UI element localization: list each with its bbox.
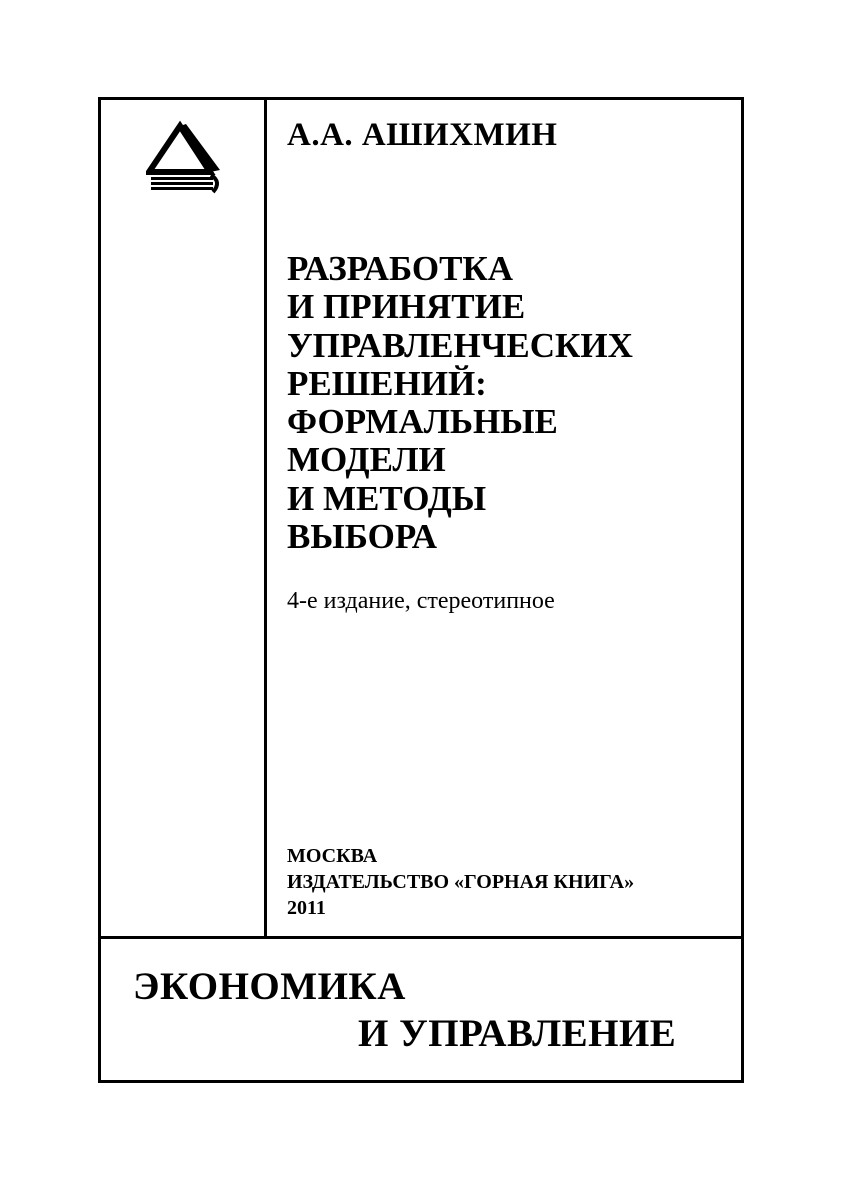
publisher-logo-icon [146,120,226,196]
edition-note: 4-е издание, стереотипное [287,588,555,614]
series-title-line-2: И УПРАВЛЕНИЕ [358,1012,677,1055]
imprint [287,843,634,921]
title-line: ФОРМАЛЬНЫЕ [287,402,558,442]
series-title-line-1: ЭКОНОМИКА [133,965,406,1008]
title-line: ВЫБОРА [287,517,438,557]
imprint-city: МОСКВА [287,845,378,867]
author-name: А.А. АШИХМИН [287,117,558,153]
title-line: РЕШЕНИЙ: [287,363,487,403]
title-line: И МЕТОДЫ [287,478,487,518]
title-line: УПРАВЛЕНЧЕСКИХ [287,325,633,365]
imprint-year: 2011 [287,897,326,919]
title-line: РАЗРАБОТКА [287,249,514,288]
triangle-book-logo-icon [146,120,226,196]
vertical-divider [264,97,267,938]
imprint-publisher: ИЗДАТЕЛЬСТВО «ГОРНАЯ КНИГА» [287,871,635,893]
title-line: МОДЕЛИ [287,440,446,480]
book-title [287,250,633,556]
title-line: И ПРИНЯТИЕ [287,287,526,327]
horizontal-divider [98,936,744,939]
